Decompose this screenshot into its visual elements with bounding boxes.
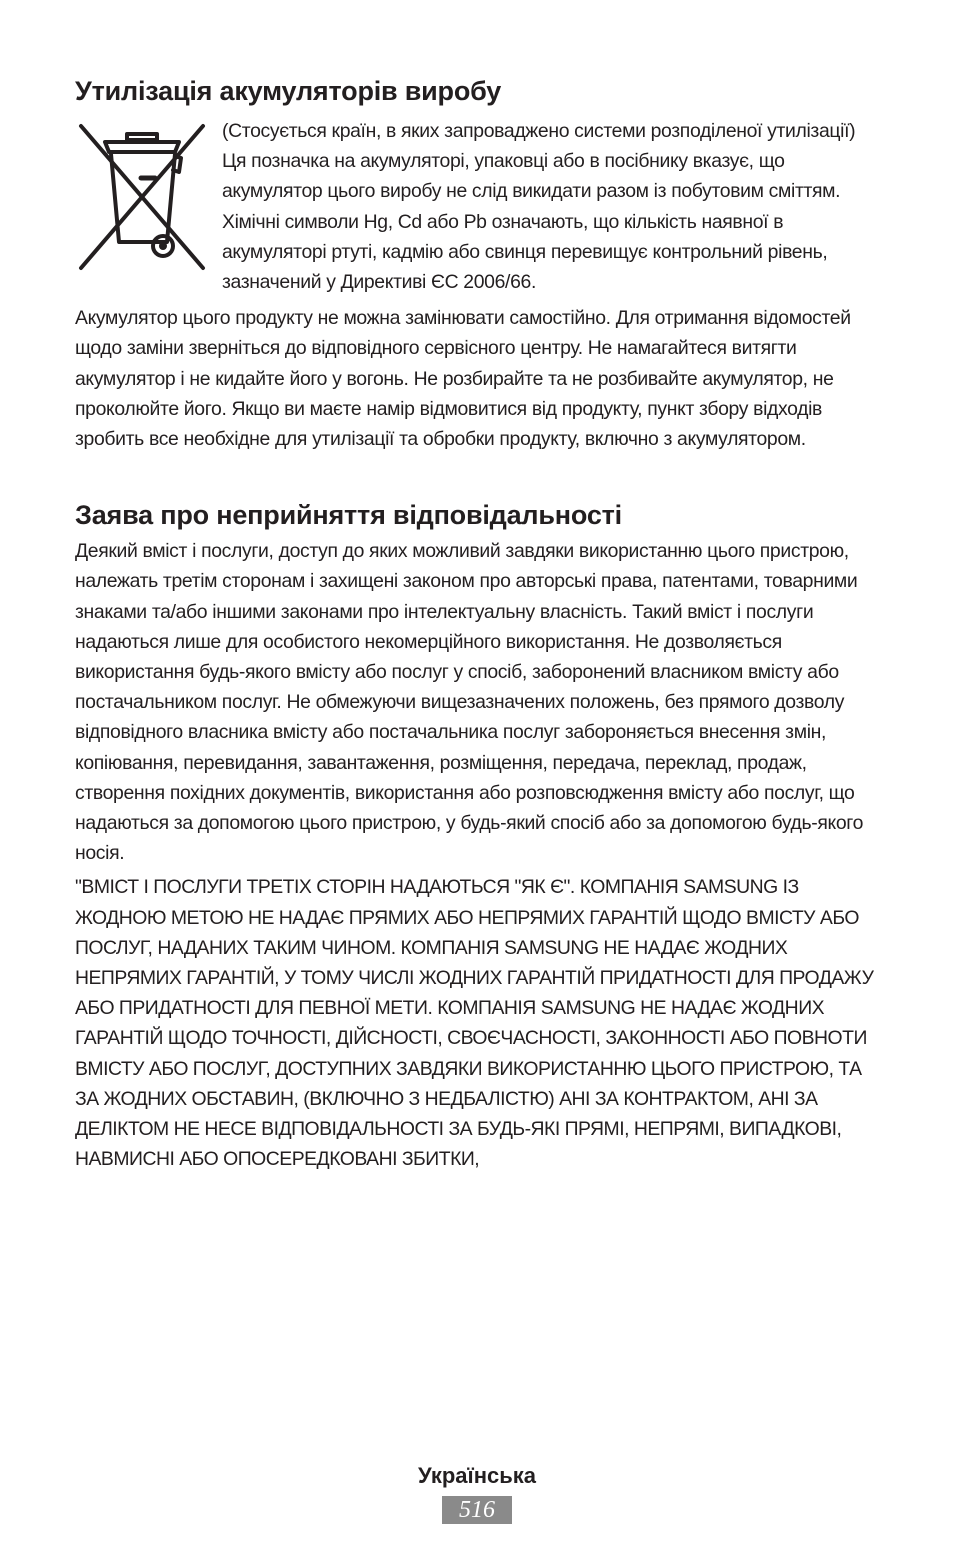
page-content	[75, 70, 883, 1175]
crossed-out-wheelie-bin-icon	[75, 122, 209, 272]
battery-disposal-paragraph-1: Ця позначка на акумуляторі, упаковці або в посібнику вказує, що акумулятор цього виробу не слід викидати разом із побутовим сміттям. Хімічні символи Hg, Cd або Pb означають, що кількість наявної в акумуляторі ртуті, кадмію або свинця перевищує контрольний рівень, зазначений у Директиві ЄС 2006/66.	[222, 150, 841, 294]
footer-language: Українська	[417, 1463, 536, 1488]
battery-disposal-intro: (Стосується країн, в яких запроваджено системи розподіленої утилізації)	[222, 120, 856, 142]
section-title-disclaimer: Заява про неприйняття відповідальності	[75, 500, 622, 531]
page-footer	[0, 1462, 954, 1524]
page-number: 516	[442, 1496, 512, 1524]
disclaimer-paragraph-1: Деякий вміст і послуги, доступ до яких можливий завдяки використанню цього пристрою, належать третім сторонам і захищені законом про авторські права, патентами, товарними знаками та/або іншими законами про інтелектуальну власність. Такий вміст і послуги надаються лише для особистого некомерційного використання. Не дозволяється використання будь-якого вмісту або послуг у спосіб, заборонений власником вмісту або постачальником послуг. Не обмежуючи вищезазначених положень, без прямого дозволу відповідного власника вмісту або постачальника послуг забороняється внесення змін, копіювання, перевидання, завантаження, розміщення, передача, переклад, продаж, створення похідних документів, використання або розповсюдження вмісту або послуг, що надаються за допомогою цього пристрою, у будь-який спосіб або за допомогою будь-якого носія.	[75, 540, 864, 865]
battery-disposal-paragraph-2: Акумулятор цього продукту не можна замінювати самостійно. Для отримання відомостей щодо заміни зверніться до відповідного сервісного центру. Не намагайтеся витягти акумулятор і не кидайте його у вогонь. Не розбирайте та не розбивайте акумулятор, не проколюйте його. Якщо ви маєте намір відмовитися від продукту, пункт збору відходів зробить все необхідне для утилізації та обробки продукту, включно з акумулятором.	[75, 307, 851, 451]
battery-disposal-block	[75, 116, 883, 297]
section-title-battery-disposal: Утилізація акумуляторів виробу	[75, 76, 502, 106]
disclaimer-paragraph-2: "ВМІСТ І ПОСЛУГИ ТРЕТІХ СТОРІН НАДАЮТЬСЯ "ЯК Є". КОМПАНІЯ SAMSUNG ІЗ ЖОДНОЮ МЕТОЮ НЕ НАДАЄ ПРЯМИХ АБО НЕПРЯМИХ ГАРАНТІЙ ЩОДО ВМІСТУ АБО ПОСЛУГ, НАДАНИХ ТАКИМ ЧИНОМ. КОМПАНІЯ SAMSUNG НЕ НАДАЄ ЖОДНИХ НЕПРЯМИХ ГАРАНТІЙ, У ТОМУ ЧИСЛІ ЖОДНИХ ГАРАНТІЙ ПРИДАТНОСТІ ДЛЯ ПРОДАЖУ АБО ПРИДАТНОСТІ ДЛЯ ПЕВНОЇ МЕТИ. КОМПАНІЯ SAMSUNG НЕ НАДАЄ ЖОДНИХ ГАРАНТІЙ ЩОДО ТОЧНОСТІ, ДІЙСНОСТІ, СВОЄЧАСНОСТІ, ЗАКОННОСТІ АБО ПОВНОТИ ВМІСТУ АБО ПОСЛУГ, ДОСТУПНИХ ЗАВДЯКИ ВИКОРИСТАННЮ ЦЬОГО ПРИСТРОЮ, ТА ЗА ЖОДНИХ ОБСТАВИН, (ВКЛЮЧНО З НЕДБАЛІСТЮ) АНІ ЗА КОНТРАКТОМ, АНІ ЗА ДЕЛІКТОМ НЕ НЕСЕ ВІДПОВІДАЛЬНОСТІ ЗА БУДЬ-ЯКІ ПРЯМІ, НЕПРЯМІ, ВИПАДКОВІ, НАВМИСНІ АБО ОПОСЕРЕДКОВАНІ ЗБИТКИ,	[75, 876, 874, 1171]
